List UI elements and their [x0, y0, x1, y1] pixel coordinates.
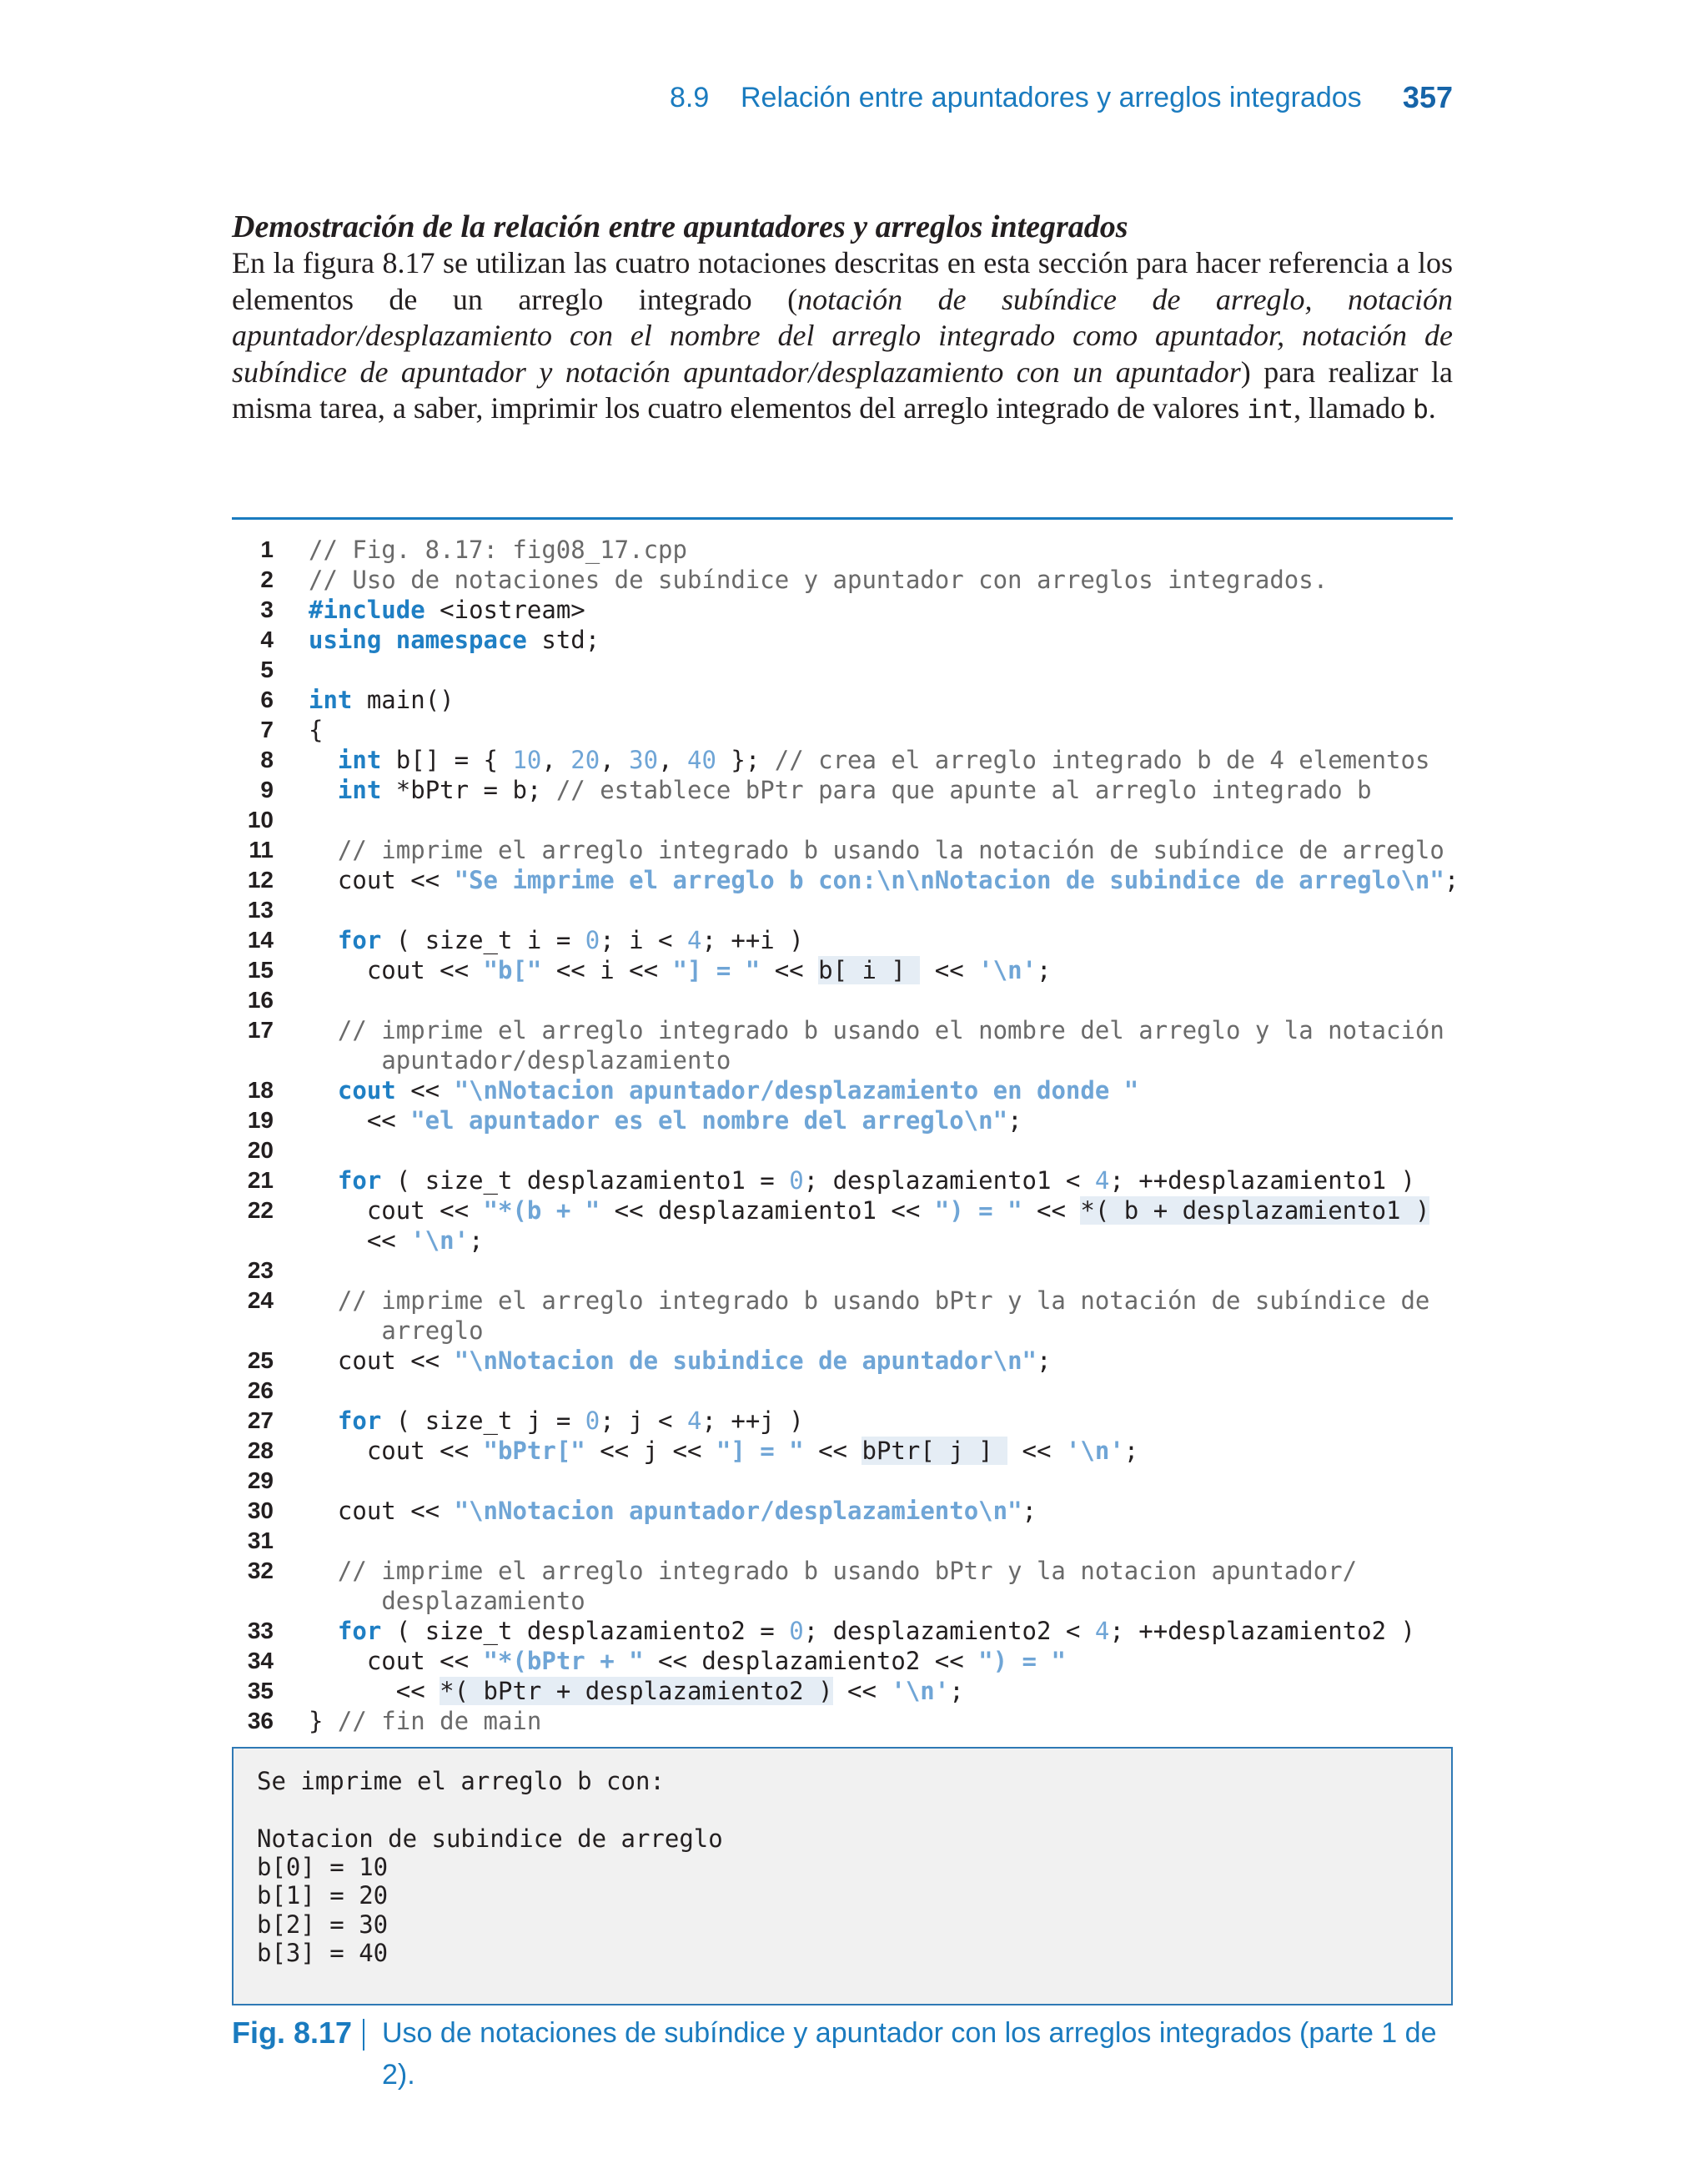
code-continuation — [309, 1586, 585, 1616]
code-token: 4 — [686, 926, 702, 954]
line-number: 14 — [247, 927, 274, 953]
code-text — [309, 715, 323, 745]
code-token: ; — [949, 1677, 964, 1705]
code-token: << — [920, 956, 979, 984]
code-token: ") = " — [978, 1647, 1066, 1675]
code-token: ; — [1007, 1106, 1022, 1135]
code-line — [232, 925, 1453, 955]
code-token: "*(bPtr + " — [483, 1647, 644, 1675]
code-text — [309, 925, 804, 955]
code-text — [309, 565, 1328, 595]
code-token: , — [658, 746, 687, 774]
code-line — [232, 565, 1453, 595]
code-token: main() — [352, 686, 455, 714]
code-line — [232, 1406, 1453, 1436]
code-line — [232, 1075, 1453, 1105]
code-line — [232, 1436, 1453, 1466]
line-number: 8 — [260, 747, 274, 772]
code-text — [309, 1646, 1066, 1676]
code-token: // Fig. 8.17: fig08_17.cpp — [309, 536, 687, 564]
section-number: 8.9 — [670, 82, 710, 113]
output-line: b[1] = 20 — [257, 1881, 389, 1910]
caption-divider — [363, 2019, 364, 2051]
code-token: "Se imprime el arreglo b con:\n\nNotacion de subindice de arreglo\n" — [454, 866, 1444, 894]
code-text — [309, 1286, 1429, 1316]
code-token: ( size_t desplazamiento1 = — [381, 1166, 790, 1195]
code-token: << — [1022, 1196, 1081, 1225]
code-token: ; ++j ) — [701, 1407, 804, 1435]
code-line — [232, 1135, 1453, 1165]
line-number: 19 — [247, 1107, 274, 1133]
line-number: 24 — [247, 1287, 274, 1313]
code-token: << — [395, 1076, 455, 1105]
output-line: b[2] = 30 — [257, 1910, 389, 1939]
code-token: 4 — [1094, 1166, 1110, 1195]
code-token: // Uso de notaciones de subíndice y apuntador con arreglos integrados. — [309, 566, 1329, 594]
code-text — [309, 1616, 1415, 1646]
code-token: apuntador/desplazamiento — [381, 1046, 731, 1074]
code-token: b[ i ] — [818, 956, 921, 984]
code-token: '\n' — [891, 1677, 950, 1705]
code-token: cout << — [309, 956, 484, 984]
intro-italic-notations: notación de subíndice de arreglo, notación apuntador/desplazamiento con el nombre del arreglo integrado como apuntador, notación de subíndice de apuntador y notación apuntador/desplazamiento con un apuntador — [232, 282, 1453, 389]
code-line — [232, 1346, 1453, 1376]
code-token: for — [337, 1617, 382, 1645]
code-token: }; — [716, 746, 775, 774]
code-token: "\nNotacion apuntador/desplazamiento en donde " — [454, 1076, 1139, 1105]
code-token: << — [803, 1437, 862, 1465]
code-token: ; j < — [600, 1407, 687, 1435]
code-token: ; i < — [600, 926, 687, 954]
code-text — [309, 955, 1051, 985]
line-number: 18 — [247, 1077, 274, 1103]
code-line — [232, 1526, 1453, 1556]
code-token — [309, 776, 338, 804]
output-line: Notacion de subindice de arreglo — [257, 1824, 723, 1853]
code-text — [309, 685, 455, 715]
code-line — [232, 865, 1459, 895]
code-line — [232, 1646, 1453, 1676]
code-text — [309, 625, 600, 655]
code-token: 0 — [585, 926, 600, 954]
line-number: 29 — [247, 1467, 274, 1493]
code-line — [232, 1286, 1453, 1346]
code-token: << — [1007, 1437, 1066, 1465]
code-text — [309, 595, 585, 625]
code-token: "\nNotacion apuntador/desplazamiento\n" — [454, 1497, 1022, 1525]
code-token: arreglo — [381, 1316, 484, 1345]
code-line — [232, 1706, 1453, 1736]
code-token: 4 — [686, 1407, 702, 1435]
intro-code-int: int — [1247, 395, 1294, 425]
code-text — [309, 535, 687, 565]
code-token: 10 — [512, 746, 542, 774]
code-token: << — [309, 1226, 411, 1255]
code-token: "bPtr[" — [483, 1437, 585, 1465]
line-number: 27 — [247, 1407, 274, 1433]
code-text — [309, 1556, 1357, 1586]
code-text — [309, 775, 1372, 805]
line-number: 20 — [247, 1137, 274, 1163]
line-number: 11 — [249, 837, 274, 863]
code-token: << desplazamiento2 << — [643, 1647, 979, 1675]
code-line — [232, 1676, 1453, 1706]
code-text — [309, 745, 1429, 775]
code-token: , — [600, 746, 630, 774]
code-token: } — [309, 1707, 338, 1735]
code-line — [232, 895, 1453, 925]
code-token — [309, 1407, 338, 1435]
code-token: << j << — [585, 1437, 716, 1465]
code-token: desplazamiento — [381, 1587, 585, 1615]
code-token: << — [832, 1677, 892, 1705]
code-token: using namespace — [309, 626, 527, 654]
line-number: 28 — [247, 1437, 274, 1463]
line-number: 35 — [247, 1678, 274, 1703]
output-line: Se imprime el arreglo b con: — [257, 1767, 665, 1795]
code-text — [309, 1105, 1022, 1135]
code-token: "*(b + " — [483, 1196, 600, 1225]
code-token — [309, 1587, 381, 1615]
intro-text-4: . — [1428, 391, 1436, 425]
intro-text-2: ) para realizar la misma tarea, a saber, imprimir los cuatro elementos del arreglo integrado de valores — [232, 355, 1453, 425]
running-head — [667, 77, 1453, 118]
code-token: *bPtr = b; — [381, 776, 556, 804]
code-token: 4 — [1094, 1617, 1110, 1645]
code-line — [232, 985, 1453, 1015]
code-text — [309, 1676, 964, 1706]
code-line — [232, 1256, 1453, 1286]
code-token: cout << — [309, 866, 455, 894]
code-line — [232, 805, 1453, 835]
code-token: << desplazamiento1 << — [600, 1196, 935, 1225]
line-number: 13 — [247, 897, 274, 923]
code-line — [232, 625, 1453, 655]
code-token: ; desplazamiento1 < — [803, 1166, 1095, 1195]
line-number: 1 — [260, 536, 274, 562]
code-text — [309, 1706, 541, 1736]
code-line — [232, 745, 1453, 775]
code-line — [232, 1556, 1453, 1616]
code-continuation — [309, 1316, 484, 1346]
code-token: "el apuntador es el nombre del arreglo\n" — [410, 1106, 1008, 1135]
code-token: ; — [1123, 1437, 1139, 1465]
code-continuation — [309, 1045, 731, 1075]
output-line: b[0] = 10 — [257, 1852, 389, 1881]
code-token — [309, 1016, 338, 1044]
line-number: 30 — [247, 1497, 274, 1523]
code-token: ; ++i ) — [701, 926, 804, 954]
code-token: ( size_t j = — [381, 1407, 585, 1435]
code-listing — [232, 535, 1459, 1736]
code-line — [232, 1165, 1453, 1195]
code-token: << — [309, 1106, 411, 1135]
code-token: { — [309, 716, 324, 744]
figure-label: Fig. 8.17 — [232, 2015, 353, 2050]
code-token: // fin de main — [337, 1707, 542, 1735]
output-line: b[3] = 40 — [257, 1938, 389, 1967]
intro-text-1: En la figura 8.17 se utilizan las cuatro notaciones descritas en esta sección para hacer referencia a los elementos de un arreglo integrado ( — [232, 246, 1453, 316]
code-token: ; ++desplazamiento2 ) — [1109, 1617, 1415, 1645]
code-token: // imprime el arreglo integrado b usando el nombre del arreglo y la notación — [337, 1016, 1444, 1044]
line-number: 4 — [260, 627, 274, 652]
code-token: for — [337, 1166, 382, 1195]
code-token: , — [541, 746, 571, 774]
line-number: 2 — [260, 566, 274, 592]
code-token: ") = " — [934, 1196, 1022, 1225]
code-token: cout << — [309, 1437, 484, 1465]
line-number: 7 — [260, 717, 274, 742]
code-token: cout << — [309, 1497, 455, 1525]
line-number: 36 — [247, 1708, 274, 1734]
code-token: "] = " — [672, 956, 761, 984]
code-token: <iostream> — [424, 596, 585, 624]
code-text — [309, 1075, 1138, 1105]
code-line — [232, 1195, 1453, 1256]
code-text — [309, 835, 1444, 865]
code-token: ; — [1037, 1346, 1052, 1375]
code-token: "\nNotacion de subindice de apuntador\n" — [454, 1346, 1037, 1375]
line-number: 34 — [247, 1648, 274, 1673]
code-token — [309, 1166, 338, 1195]
code-token: ; desplazamiento2 < — [803, 1617, 1095, 1645]
code-line — [232, 835, 1453, 865]
code-token — [309, 746, 338, 774]
code-token — [309, 1076, 338, 1105]
code-token: 30 — [629, 746, 659, 774]
figure-caption — [232, 2012, 1458, 2091]
code-token: '\n' — [1065, 1437, 1124, 1465]
line-number: 6 — [260, 687, 274, 712]
code-token: ; — [469, 1226, 484, 1255]
code-token: cout — [337, 1076, 396, 1105]
code-line — [232, 535, 1453, 565]
code-line — [232, 1105, 1453, 1135]
code-token: << — [309, 1677, 440, 1705]
line-number: 26 — [247, 1377, 274, 1403]
line-number: 12 — [247, 867, 274, 893]
line-number: 21 — [247, 1167, 274, 1193]
code-text — [309, 1015, 1444, 1045]
code-continuation — [309, 1225, 484, 1256]
code-line — [232, 1376, 1453, 1406]
code-token: // crea el arreglo integrado b de 4 elementos — [774, 746, 1430, 774]
code-token: for — [337, 926, 382, 954]
line-number: 25 — [247, 1347, 274, 1373]
code-token: int — [309, 686, 353, 714]
line-number: 10 — [247, 807, 274, 833]
code-token: 0 — [789, 1617, 804, 1645]
line-number: 3 — [260, 596, 274, 622]
line-number: 5 — [260, 657, 274, 682]
intro-paragraph — [232, 245, 1453, 429]
code-token: bPtr[ j ] — [862, 1437, 1008, 1465]
code-token: int — [337, 746, 382, 774]
code-token: << — [760, 956, 819, 984]
code-line — [232, 715, 1453, 745]
code-token: // imprime el arreglo integrado b usando bPtr y la notación de subíndice de — [337, 1286, 1430, 1315]
code-token: *( b + desplazamiento1 ) — [1080, 1196, 1430, 1225]
code-token: ; ++desplazamiento1 ) — [1109, 1166, 1415, 1195]
code-line — [232, 1616, 1453, 1646]
line-number: 22 — [247, 1197, 274, 1223]
code-token: for — [337, 1407, 382, 1435]
code-token — [309, 1286, 338, 1315]
code-token: ; — [1444, 866, 1459, 894]
code-line — [232, 595, 1453, 625]
code-token: // establece bPtr para que apunte al arreglo integrado b — [555, 776, 1372, 804]
section-title: Relación entre apuntadores y arreglos integrados — [741, 82, 1362, 113]
line-number: 23 — [247, 1257, 274, 1283]
code-token: #include — [309, 596, 425, 624]
intro-text-3: , llamado — [1294, 391, 1414, 425]
code-token: int — [337, 776, 382, 804]
intro-code-b: b — [1413, 395, 1429, 425]
code-line — [232, 1496, 1453, 1526]
line-number: 17 — [247, 1017, 274, 1043]
figure-caption-text: Uso de notaciones de subíndice y apuntador con los arreglos integrados (parte 1 de 2). — [382, 2017, 1437, 2091]
code-token — [309, 1617, 338, 1645]
code-token — [309, 836, 338, 864]
code-token: 0 — [789, 1166, 804, 1195]
program-output — [232, 1747, 1453, 2005]
code-token: cout << — [309, 1647, 484, 1675]
code-line — [232, 655, 1453, 685]
code-token: ; — [1022, 1497, 1037, 1525]
code-token: 20 — [570, 746, 600, 774]
code-text — [309, 1436, 1138, 1466]
line-number: 9 — [260, 777, 274, 803]
code-token: // imprime el arreglo integrado b usando bPtr y la notacion apuntador/ — [337, 1557, 1358, 1585]
code-token: ( size_t desplazamiento2 = — [381, 1617, 790, 1645]
line-number: 16 — [247, 987, 274, 1013]
code-token — [309, 1557, 338, 1585]
line-number: 32 — [247, 1558, 274, 1583]
code-token: *( bPtr + desplazamiento2 ) — [440, 1677, 833, 1705]
code-token: cout << — [309, 1346, 455, 1375]
code-token: << i << — [541, 956, 673, 984]
code-token: '\n' — [410, 1226, 470, 1255]
code-text — [309, 1165, 1415, 1195]
code-token: "] = " — [716, 1437, 804, 1465]
code-token: 0 — [585, 1407, 600, 1435]
code-token: b[] = { — [381, 746, 513, 774]
code-text — [309, 1406, 804, 1436]
code-token: std; — [526, 626, 600, 654]
code-line — [232, 775, 1453, 805]
page-number: 357 — [1402, 80, 1453, 114]
line-number: 15 — [247, 957, 274, 983]
code-token: ; — [1037, 956, 1052, 984]
code-text — [309, 1346, 1051, 1376]
code-text — [309, 1195, 1429, 1225]
line-number: 33 — [247, 1618, 274, 1643]
code-token: 40 — [686, 746, 716, 774]
section-heading: Demostración de la relación entre apuntadores y arreglos integrados — [232, 209, 1128, 244]
code-line — [232, 1466, 1453, 1496]
code-token: // imprime el arreglo integrado b usando la notación de subíndice de arreglo — [337, 836, 1444, 864]
code-line — [232, 1015, 1453, 1075]
code-token — [309, 1316, 381, 1345]
code-token — [309, 1046, 381, 1074]
code-line — [232, 685, 1453, 715]
code-text — [309, 865, 1459, 895]
code-text — [309, 1496, 1037, 1526]
code-token — [309, 926, 338, 954]
code-token: ( size_t i = — [381, 926, 585, 954]
code-token: '\n' — [978, 956, 1037, 984]
code-token: "b[" — [483, 956, 542, 984]
top-rule — [232, 517, 1453, 520]
code-line — [232, 955, 1453, 985]
line-number: 31 — [247, 1527, 274, 1553]
code-token: cout << — [309, 1196, 484, 1225]
